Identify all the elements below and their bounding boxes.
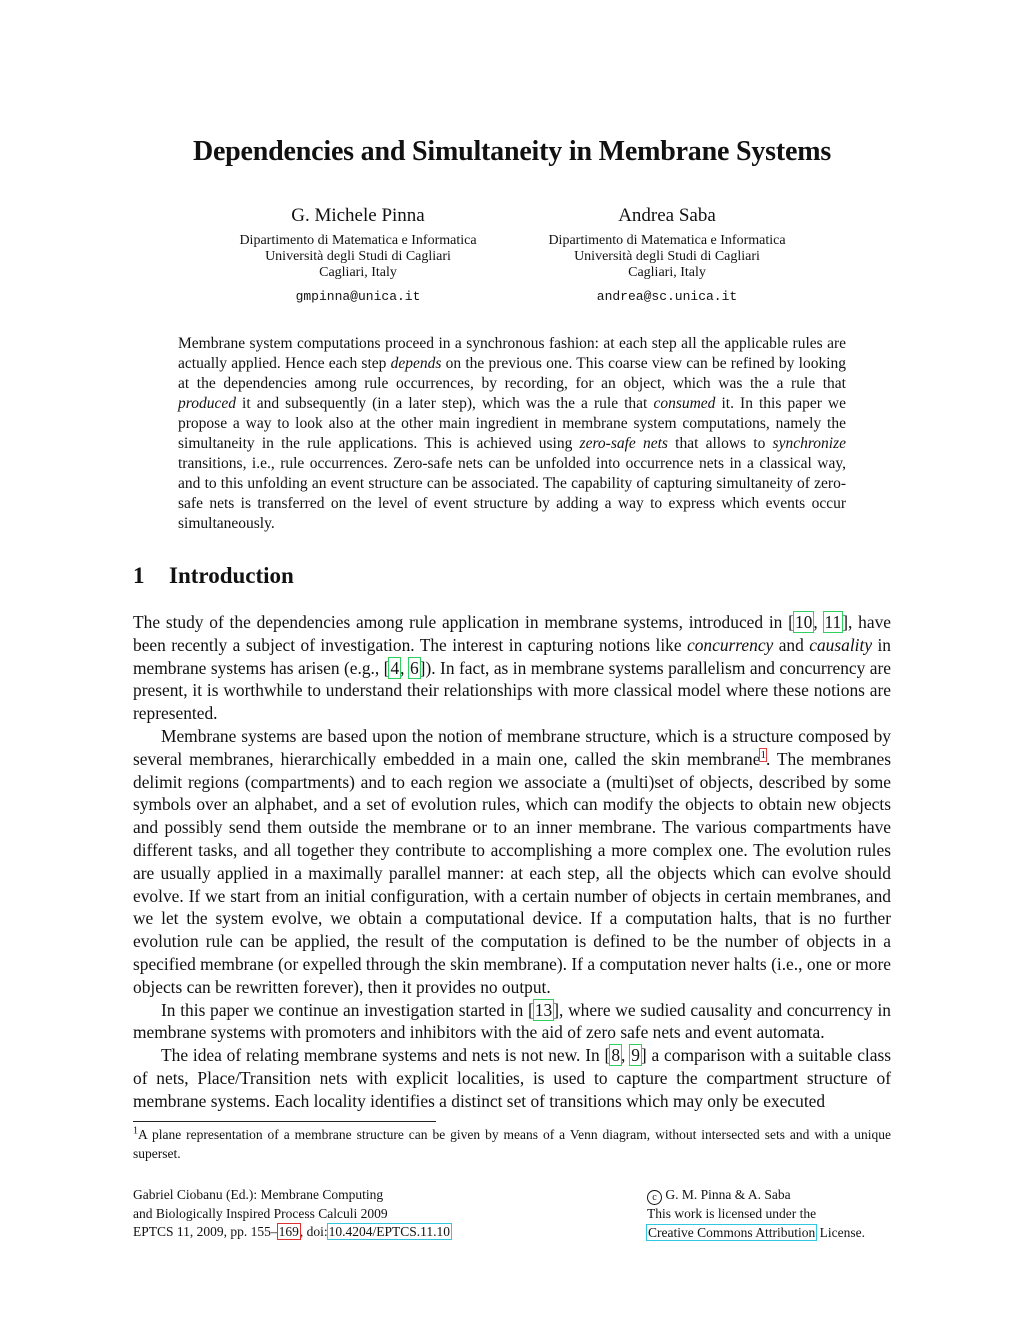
citation-link[interactable]: 9 bbox=[631, 1045, 640, 1066]
copyright-line: c G. M. Pinna & A. Saba bbox=[647, 1186, 907, 1205]
license-link[interactable]: Creative Commons Attribution bbox=[648, 1224, 816, 1240]
author-city: Cagliari, Italy bbox=[628, 265, 706, 280]
footnote-divider bbox=[133, 1121, 436, 1122]
author-affiliation bbox=[208, 233, 508, 281]
license-line: This work is licensed under the bbox=[647, 1206, 817, 1221]
last-page-link[interactable]: 169 bbox=[278, 1224, 299, 1239]
author-name: G. Michele Pinna bbox=[291, 205, 425, 226]
citation-link[interactable]: 6 bbox=[409, 657, 419, 678]
citation-link[interactable]: 8 bbox=[611, 1045, 621, 1066]
footnote bbox=[133, 1125, 891, 1163]
citation-link[interactable]: 11 bbox=[824, 612, 842, 632]
citation-link[interactable]: 10 bbox=[794, 612, 813, 632]
paragraph-3: In this paper we continue an investigation started in [13], where we sudied causality and concurrency in membrane systems with promoters and inhibitors with the aid of zero safe nets and event automata. bbox=[133, 999, 891, 1043]
license-line: Creative Commons Attribution License. bbox=[648, 1224, 865, 1240]
publication-line: Gabriel Ciobanu (Ed.): Membrane Computing bbox=[133, 1187, 384, 1202]
author-block-1 bbox=[208, 203, 508, 304]
citation-link[interactable]: 4 bbox=[390, 657, 400, 678]
footnote-link[interactable]: 1 bbox=[760, 748, 766, 761]
paper-title: Dependencies and Simultaneity in Membrane Systems bbox=[192, 136, 832, 167]
section-heading bbox=[133, 563, 294, 589]
footnote-text: A plane representation of a membrane structure can be given by means of a Venn diagram, without intersected sets and with a unique superset. bbox=[133, 1127, 891, 1161]
section-title: Introduction bbox=[169, 563, 294, 588]
footnote-mark: 1 bbox=[133, 1125, 138, 1137]
body-text bbox=[133, 611, 891, 1113]
author-email[interactable]: gmpinna@unica.it bbox=[295, 289, 421, 304]
paragraph-1: The study of the dependencies among rule application in membrane systems, introduced in [10, 11], have been recently a subject of investigation. The interest in capturing notions like concurrency and causality in membrane systems has arisen (e.g., [4, 6]). In fact, as in membrane systems parallelism and concurrency are present, it is worthwhile to understand their relationships with more classical model where these notions are represented. bbox=[133, 612, 892, 724]
publication-info bbox=[133, 1186, 593, 1242]
publication-line: and Biologically Inspired Process Calculi 2009 bbox=[133, 1205, 388, 1221]
copyright-icon: c bbox=[647, 1190, 662, 1205]
author-university: Università degli Studi di Cagliari bbox=[265, 249, 451, 264]
author-department: Dipartimento di Matematica e Informatica bbox=[239, 233, 477, 248]
author-email[interactable]: andrea@sc.unica.it bbox=[596, 289, 738, 304]
author-name: Andrea Saba bbox=[618, 205, 716, 226]
citation-link[interactable]: 13 bbox=[534, 999, 553, 1020]
abstract: Membrane system computations proceed in a synchronous fashion: at each step all the applicable rules are actually applied. Hence each step depends on the previous one. This coarse view can be refined by looking at the dependencies among rule occurrences, by recording, for an object, which was the a rule that produced it and subsequently (in a later step), which was the a rule that consumed it. In this paper we propose a way to look also at the other main ingredient in membrane system computations, namely the simultaneity in the rule applications. This is achieved using zero-safe nets that allows to synchronize transitions, i.e., rule occurrences. Zero-safe nets can be unfolded into occurrence nets in a classical way, and to this unfolding an event structure can be associated. The capability of capturing simultaneity of zero-safe nets is transferred on the level of event structure by adding a way to express which events occur simultaneously. bbox=[178, 335, 847, 532]
section-number: 1 bbox=[133, 563, 145, 588]
author-affiliation bbox=[517, 233, 817, 281]
author-department: Dipartimento di Matematica e Informatica bbox=[548, 233, 786, 248]
doi-link[interactable]: 10.4204/EPTCS.11.10 bbox=[328, 1224, 451, 1239]
author-city: Cagliari, Italy bbox=[319, 265, 397, 280]
paragraph-4: The idea of relating membrane systems and nets is not new. In [8, 9] a comparison with a suitable class of nets, Place/Transition nets with explicit localities, is used to capture the compartment structure of membrane systems. Each locality identifies a distinct set of transitions which may only be executed bbox=[133, 1045, 892, 1111]
publication-line: EPTCS 11, 2009, pp. 155–169, doi:10.4204/EPTCS.11.10 bbox=[133, 1224, 451, 1239]
paragraph-2: Membrane systems are based upon the notion of membrane structure, which is a structure composed by several membranes, hierarchically embedded in a main one, called the skin membrane$^1$. The membranes delimit regions (compartments) and to each region we associate a (multi)set of objects, described by some symbols over an alphabet, and a set of evolution rules, which can modify the objects to obtain new objects and possibly send them outside the membrane or to an inner membrane. The various compartments have different tasks, and all together they contribute to accomplishing a more complex one. The evolution rules are usually applied in a maximally parallel manner: at each step, all the objects which can evolve should evolve. If we start from an initial configuration, with a certain number of objects in certain membranes, and we let the system evolve, we obtain a computational device. If a computation halts, that is no further evolution rule can be applied, the result of the computation is defined to be the number of objects in a specified membrane (or expelled through the skin membrane). If a computation never halts (i.e., one or more objects can be rewritten forever), then it provides no output. bbox=[133, 725, 891, 997]
license-info bbox=[647, 1186, 907, 1242]
author-block-2 bbox=[517, 203, 817, 304]
author-university: Università degli Studi di Cagliari bbox=[574, 249, 760, 264]
